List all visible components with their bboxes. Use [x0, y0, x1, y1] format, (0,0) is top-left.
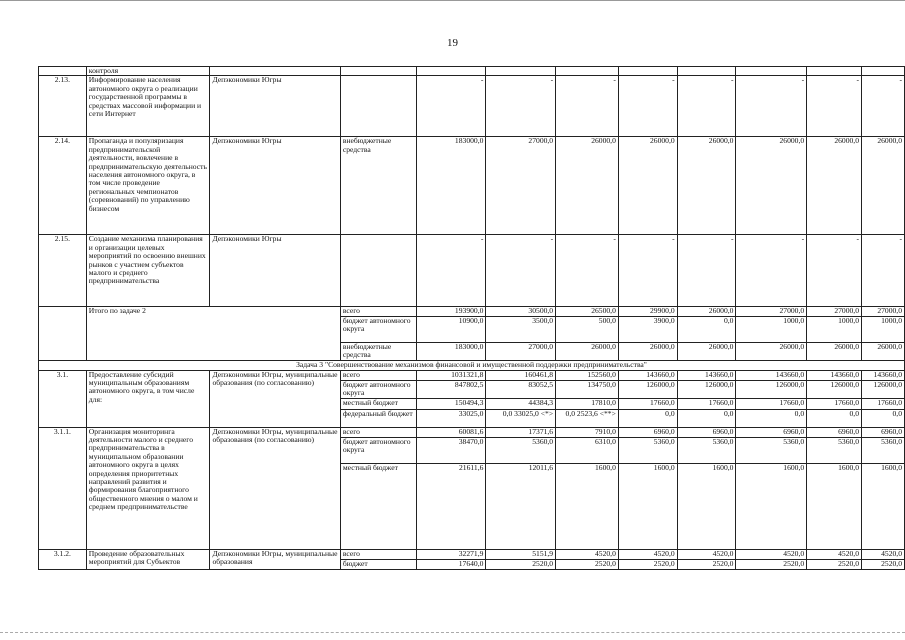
activity-name: Проведение образовательных мероприятий для Субъектов: [86, 549, 210, 569]
value-cell: 17371,6: [486, 427, 556, 437]
value-cell: 7910,0: [556, 427, 619, 437]
value-cell: 3900,0: [618, 316, 677, 342]
value-cell: -: [416, 235, 486, 307]
value-cell: -: [486, 76, 556, 137]
value-cell: 17660,0: [677, 398, 736, 409]
text-cell: [210, 67, 340, 76]
row-number: 2.15.: [39, 235, 87, 307]
value-cell: 6960,0: [807, 427, 862, 437]
task-heading: Задача 3 "Совершенствование механизмов финансовой и имущественной поддержки предпринимательства": [39, 360, 905, 370]
value-cell: 0,0: [677, 409, 736, 427]
value-cell: 126000,0: [736, 380, 807, 398]
value-cell: 183000,0: [416, 342, 486, 360]
funding-source: всего: [340, 307, 416, 316]
value-cell: [618, 67, 677, 76]
value-cell: 143660,0: [736, 370, 807, 380]
value-cell: 193900,0: [416, 307, 486, 316]
value-cell: 2520,0: [862, 559, 905, 569]
value-cell: 0,0 2523,6 <**>: [556, 409, 619, 427]
value-cell: 1000,0: [807, 316, 862, 342]
value-cell: -: [677, 76, 736, 137]
value-cell: 5360,0: [677, 437, 736, 463]
funding-source: бюджет: [340, 559, 416, 569]
value-cell: 2520,0: [677, 559, 736, 569]
text-cell: Депэкономики Югры: [210, 137, 340, 235]
value-cell: 26000,0: [736, 342, 807, 360]
value-cell: 60081,6: [416, 427, 486, 437]
task-heading-row: [39, 360, 905, 370]
value-cell: 2520,0: [807, 559, 862, 569]
funding-source: федеральный бюджет: [340, 409, 416, 427]
value-cell: 38470,0: [416, 437, 486, 463]
value-cell: [677, 67, 736, 76]
value-cell: 143660,0: [807, 370, 862, 380]
value-cell: -: [807, 76, 862, 137]
value-cell: 6960,0: [618, 427, 677, 437]
value-cell: 17660,0: [618, 398, 677, 409]
value-cell: 0,0: [677, 316, 736, 342]
value-cell: 126000,0: [618, 380, 677, 398]
value-cell: 26000,0: [736, 137, 807, 235]
table-row: [39, 370, 905, 380]
value-cell: 33025,0: [416, 409, 486, 427]
value-cell: 152560,0: [556, 370, 619, 380]
value-cell: 6960,0: [677, 427, 736, 437]
value-cell: -: [416, 76, 486, 137]
text-cell: контроля: [86, 67, 210, 76]
budget-table: [38, 66, 905, 570]
value-cell: 143660,0: [862, 370, 905, 380]
total-label: Итого по задаче 2: [86, 307, 340, 360]
text-cell: Пропаганда и популяризация предпринимательской деятельности, вовлечение в предпринимательскую деятельность населения автономного округа, в том числе проведение региональных чемпионатов (соревнований) по управлению бизнесом: [86, 137, 210, 235]
value-cell: -: [556, 235, 619, 307]
table-row: [39, 427, 905, 437]
text-cell: Депэкономики Югры: [210, 235, 340, 307]
value-cell: 6310,0: [556, 437, 619, 463]
text-cell: Информирование населения автономного округа о реализации государственной программы в средствах массовой информации и сети Интернет: [86, 76, 210, 137]
value-cell: 2520,0: [486, 559, 556, 569]
value-cell: 27000,0: [486, 137, 556, 235]
value-cell: 1600,0: [677, 463, 736, 549]
value-cell: 1000,0: [862, 316, 905, 342]
value-cell: 0,0: [807, 409, 862, 427]
value-cell: 21611,6: [416, 463, 486, 549]
row-number: 3.1.2.: [39, 549, 87, 569]
table-row: [39, 235, 905, 307]
executor: Депэкономики Югры, муниципальные образования (по согласованию): [210, 370, 340, 427]
funding-source: всего: [340, 370, 416, 380]
value-cell: 126000,0: [807, 380, 862, 398]
value-cell: 1031321,8: [416, 370, 486, 380]
value-cell: 26000,0: [618, 342, 677, 360]
value-cell: 3500,0: [486, 316, 556, 342]
value-cell: 847802,5: [416, 380, 486, 398]
value-cell: 2520,0: [556, 559, 619, 569]
funding-source: бюджет автономного округа: [340, 380, 416, 398]
value-cell: 17810,0: [556, 398, 619, 409]
value-cell: 5360,0: [736, 437, 807, 463]
value-cell: 6960,0: [736, 427, 807, 437]
value-cell: 30500,0: [486, 307, 556, 316]
text-cell: [340, 235, 416, 307]
value-cell: 4520,0: [556, 549, 619, 559]
value-cell: 17660,0: [862, 398, 905, 409]
executor: Депэкономики Югры, муниципальные образования: [210, 549, 340, 569]
value-cell: 26000,0: [862, 137, 905, 235]
page-number: 19: [447, 37, 458, 49]
page-bottom-edge: [0, 632, 905, 633]
value-cell: 2520,0: [736, 559, 807, 569]
value-cell: 5360,0: [618, 437, 677, 463]
text-cell: Депэкономики Югры: [210, 76, 340, 137]
value-cell: 1600,0: [807, 463, 862, 549]
value-cell: [862, 67, 905, 76]
value-cell: -: [556, 76, 619, 137]
row-number: [39, 307, 87, 360]
funding-source: внебюджетные средства: [340, 342, 416, 360]
value-cell: 27000,0: [736, 307, 807, 316]
funding-source: местный бюджет: [340, 398, 416, 409]
value-cell: 26500,0: [556, 307, 619, 316]
value-cell: 4520,0: [736, 549, 807, 559]
funding-source: бюджет автономного округа: [340, 316, 416, 342]
value-cell: 27000,0: [486, 342, 556, 360]
value-cell: 0,0: [736, 409, 807, 427]
value-cell: 26000,0: [556, 137, 619, 235]
value-cell: 26000,0: [556, 342, 619, 360]
value-cell: -: [677, 235, 736, 307]
value-cell: 5360,0: [862, 437, 905, 463]
value-cell: 0,0: [618, 409, 677, 427]
value-cell: 134750,0: [556, 380, 619, 398]
value-cell: 160461,8: [486, 370, 556, 380]
value-cell: -: [736, 235, 807, 307]
value-cell: 17660,0: [736, 398, 807, 409]
value-cell: 4520,0: [862, 549, 905, 559]
value-cell: 1000,0: [736, 316, 807, 342]
activity-name: Организация мониторинга деятельности малого и среднего предпринимательства в муниципальном образовании автономного округа в целях определения приоритетных направлений развития и формирования благоприятного общественного мнения о малом и среднем предпринимательстве: [86, 427, 210, 549]
value-cell: 6960,0: [862, 427, 905, 437]
value-cell: [556, 67, 619, 76]
value-cell: 27000,0: [807, 307, 862, 316]
value-cell: 500,0: [556, 316, 619, 342]
value-cell: 1600,0: [736, 463, 807, 549]
funding-source: бюджет автономного округа: [340, 437, 416, 463]
value-cell: 183000,0: [416, 137, 486, 235]
value-cell: 32271,9: [416, 549, 486, 559]
table-row: [39, 67, 905, 76]
value-cell: 0,0: [862, 409, 905, 427]
value-cell: 126000,0: [677, 380, 736, 398]
value-cell: 27000,0: [862, 307, 905, 316]
value-cell: -: [862, 235, 905, 307]
funding-source: всего: [340, 427, 416, 437]
value-cell: 17660,0: [807, 398, 862, 409]
value-cell: 26000,0: [618, 137, 677, 235]
value-cell: 26000,0: [807, 342, 862, 360]
value-cell: 26000,0: [862, 342, 905, 360]
value-cell: 26000,0: [677, 137, 736, 235]
value-cell: 44384,3: [486, 398, 556, 409]
value-cell: 5151,9: [486, 549, 556, 559]
value-cell: 150494,3: [416, 398, 486, 409]
value-cell: [486, 67, 556, 76]
value-cell: 0,0 33025,0 <*>: [486, 409, 556, 427]
value-cell: 17640,0: [416, 559, 486, 569]
value-cell: 10900,0: [416, 316, 486, 342]
value-cell: -: [486, 235, 556, 307]
value-cell: 29900,0: [618, 307, 677, 316]
text-cell: внебюджетные средства: [340, 137, 416, 235]
value-cell: 4520,0: [618, 549, 677, 559]
value-cell: 1600,0: [618, 463, 677, 549]
value-cell: -: [618, 76, 677, 137]
table-row: [39, 549, 905, 559]
value-cell: 2520,0: [618, 559, 677, 569]
funding-source: местный бюджет: [340, 463, 416, 549]
value-cell: 143660,0: [618, 370, 677, 380]
value-cell: 26000,0: [677, 307, 736, 316]
value-cell: -: [618, 235, 677, 307]
text-cell: Создание механизма планирования и организации целевых мероприятий по освоению внешних рынков с участием субъектов малого и среднего предпринимательства: [86, 235, 210, 307]
text-cell: [340, 76, 416, 137]
row-number: 3.1.: [39, 370, 87, 427]
value-cell: 26000,0: [807, 137, 862, 235]
value-cell: 4520,0: [807, 549, 862, 559]
table-row: [39, 76, 905, 137]
value-cell: 5360,0: [486, 437, 556, 463]
text-cell: [340, 67, 416, 76]
value-cell: [416, 67, 486, 76]
value-cell: 83052,5: [486, 380, 556, 398]
row-number: [39, 67, 87, 76]
row-number: 2.14.: [39, 137, 87, 235]
value-cell: 143660,0: [677, 370, 736, 380]
value-cell: -: [862, 76, 905, 137]
page-top-edge: [0, 0, 905, 1]
table-row: [39, 137, 905, 235]
value-cell: -: [807, 235, 862, 307]
value-cell: 126000,0: [862, 380, 905, 398]
value-cell: [807, 67, 862, 76]
value-cell: [736, 67, 807, 76]
table-row: [39, 307, 905, 316]
value-cell: 1600,0: [862, 463, 905, 549]
value-cell: -: [736, 76, 807, 137]
row-number: 2.13.: [39, 76, 87, 137]
value-cell: 26000,0: [677, 342, 736, 360]
row-number: 3.1.1.: [39, 427, 87, 549]
value-cell: 1600,0: [556, 463, 619, 549]
funding-source: всего: [340, 549, 416, 559]
value-cell: 5360,0: [807, 437, 862, 463]
activity-name: Предоставление субсидий муниципальным образованиям автономного округа, в том числе для:: [86, 370, 210, 427]
value-cell: 4520,0: [677, 549, 736, 559]
executor: Депэкономики Югры, муниципальные образования (по согласованию): [210, 427, 340, 549]
value-cell: 12011,6: [486, 463, 556, 549]
